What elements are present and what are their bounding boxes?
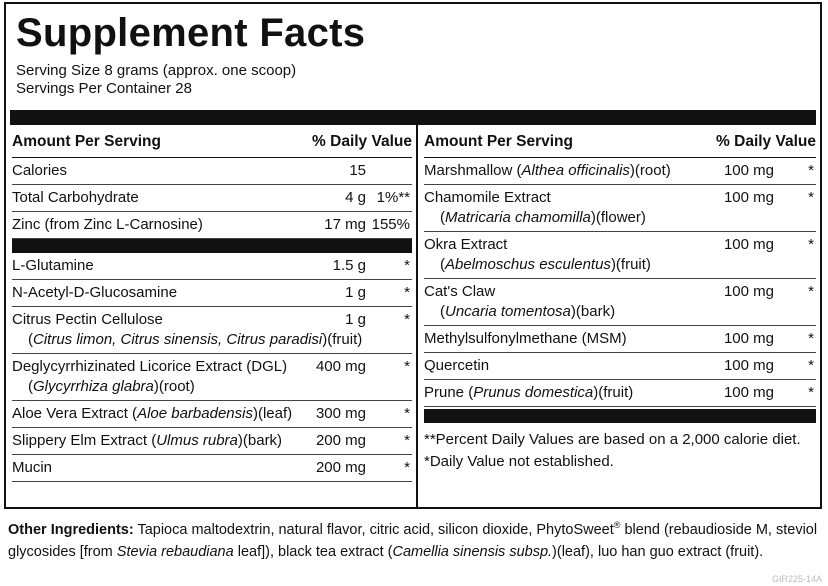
table-row [424,353,816,380]
table-row [424,279,816,326]
cell-text: ( [440,303,445,320]
panel-title: Supplement Facts [16,11,366,55]
amount: 300 mg [315,405,366,422]
amount: 200 mg [315,459,366,476]
table-row [12,354,412,401]
daily-value: * [808,283,814,300]
left-header [12,129,412,158]
table-row [12,307,412,354]
amount: 17 mg [324,216,366,233]
right-header [424,129,816,158]
ingredient-name: Cat's Claw [424,283,496,300]
daily-value: 1%** [376,189,410,206]
amount: 100 mg [723,384,774,401]
daily-value: * [808,236,814,253]
cell-text: )(root) [629,162,671,179]
ingredient-name: Deglycyrrhizinated Licorice Extract (DGL) [12,358,288,375]
footnote-dv-not-established: *Daily Value not established. [424,453,614,470]
right-bottom-bar [424,409,816,423]
daily-value: * [808,384,814,401]
table-row [12,401,412,428]
amount: 400 mg [315,358,366,375]
footnote-percent-dv: **Percent Daily Values are based on a 2,000 calorie diet. [424,431,801,448]
cell-text: Marshmallow ( [424,162,522,179]
table-row [424,326,816,353]
daily-value: * [404,311,410,328]
amount: 200 mg [315,432,366,449]
amount: 1 g [345,284,366,301]
daily-value: 155% [371,216,410,233]
table-row [12,280,412,307]
ingredient-name: Chamomile Extract [424,189,551,206]
ingredient-name [424,383,633,403]
cell-text: )(fruit) [322,331,363,348]
left-header-amount: Amount Per Serving [12,133,161,150]
daily-value: * [404,432,410,449]
daily-value: * [404,405,410,422]
footnotes [424,429,816,473]
daily-value: * [404,284,410,301]
table-row [424,185,816,232]
column-divider [416,125,418,507]
cell-text: Prunus domestica [473,384,594,401]
daily-value: * [808,162,814,179]
table-row [424,158,816,185]
cell-text: )(fruit) [593,384,634,401]
cell-text: ( [28,331,33,348]
ingredient-source [28,377,195,397]
ingredient-source [440,208,646,228]
table-row [12,158,412,185]
cell-text: )(fruit) [610,256,651,273]
left-mid-bar [12,239,412,253]
cell-text: Uncaria tomentosa [445,303,571,320]
right-column [424,129,816,473]
ingredient-name: Zinc (from Zinc L-Carnosine) [12,216,203,233]
ingredient-name [12,431,282,451]
daily-value: * [404,459,410,476]
left-column [12,129,412,482]
ingredient-name [12,404,292,424]
cell-text: ( [440,256,445,273]
table-row [12,455,412,482]
cell-text: )(flower) [590,209,646,226]
ingredient-source [440,302,615,322]
table-row [424,232,816,279]
daily-value: * [404,257,410,274]
serving-size: Serving Size 8 grams (approx. one scoop) [16,62,297,79]
daily-value: * [808,189,814,206]
ingredient-name: N-Acetyl-D-Glucosamine [12,284,178,301]
left-header-dv: % Daily Value [312,133,412,150]
ingredient-name: Mucin [12,459,53,476]
ingredient-name: Quercetin [424,357,490,374]
ingredient-name: Total Carbohydrate [12,189,139,206]
daily-value: * [808,357,814,374]
cell-text: Citrus limon, Citrus sinensis, Citrus paradisi [33,331,323,348]
ingredient-name: Calories [12,162,68,179]
table-row [12,253,412,280]
table-row [424,380,816,407]
cell-text: Aloe Vera Extract ( [12,405,138,422]
cell-text: )(bark) [570,303,616,320]
table-row [12,185,412,212]
amount: 100 mg [723,236,774,253]
ingredient-source [28,330,362,350]
right-header-amount: Amount Per Serving [424,133,573,150]
other-ingredients-label: Other Ingredients: [8,521,134,538]
ingredient-source [440,255,651,275]
cell-text: Glycyrrhiza glabra [33,378,154,395]
daily-value: * [808,330,814,347]
amount: 100 mg [723,189,774,206]
product-code: GIR225-14A [771,574,822,584]
cell-text: )(leaf) [252,405,293,422]
ingredient-name: Methylsulfonylmethane (MSM) [424,330,627,347]
amount: 15 [349,162,366,179]
other-ingredients: Other Ingredients: Tapioca maltodextrin, natural flavor, citric acid, silicon dioxide, PhytoSweet® blend (rebaudioside M, steviol glycosides [from Stevia rebaudiana leaf]), black tea extract (Camellia sinensis subsp.)(leaf), luo han guo extract (fruit). [8,520,818,560]
amount: 1.5 g [332,257,366,274]
cell-text: Ulmus rubra [156,432,238,449]
amount: 100 mg [723,283,774,300]
servings-per-container: Servings Per Container 28 [16,80,192,97]
table-row [12,428,412,455]
amount: 100 mg [723,330,774,347]
cell-text: Althea officinalis [521,162,630,179]
amount: 100 mg [723,357,774,374]
cell-text: )(root) [153,378,195,395]
cell-text: Matricaria chamomilla [445,209,591,226]
ingredient-name: L-Glutamine [12,257,94,274]
cell-text: Abelmoschus esculentus [445,256,611,273]
ingredient-name: Okra Extract [424,236,508,253]
amount: 100 mg [723,162,774,179]
cell-text: ( [28,378,33,395]
supplement-facts-panel [4,2,822,509]
cell-text: Aloe barbadensis [137,405,253,422]
daily-value: * [404,358,410,375]
right-header-dv: % Daily Value [716,133,816,150]
cell-text: Slippery Elm Extract ( [12,432,157,449]
cell-text: Prune ( [424,384,474,401]
amount: 4 g [345,189,366,206]
ingredient-name: Citrus Pectin Cellulose [12,311,163,328]
amount: 1 g [345,311,366,328]
top-divider-bar [10,110,816,125]
ingredient-name [424,161,671,181]
cell-text: ( [440,209,445,226]
table-row [12,212,412,239]
cell-text: )(bark) [237,432,283,449]
